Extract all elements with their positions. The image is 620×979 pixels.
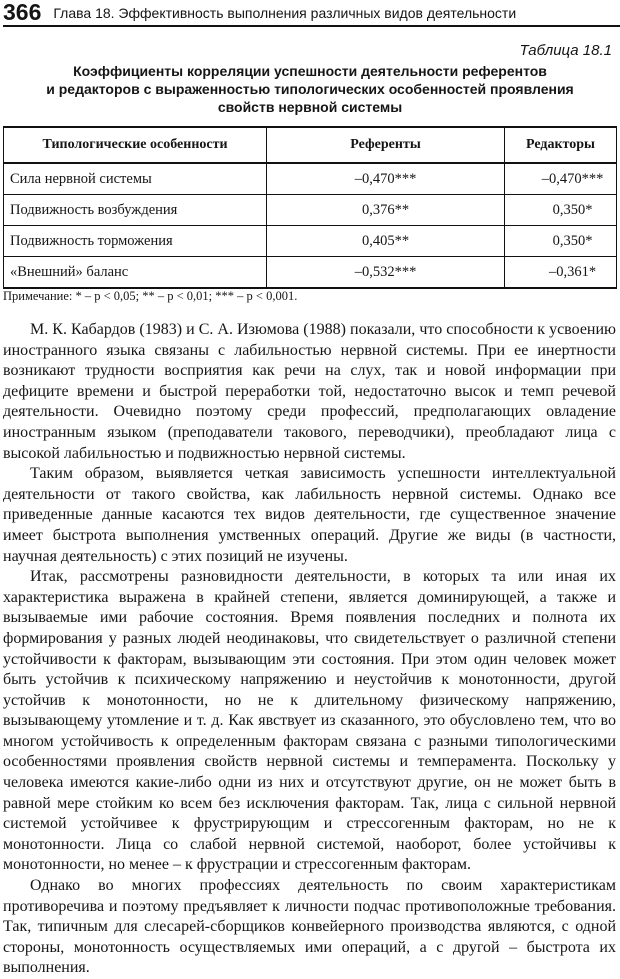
paragraph: М. К. Кабардов (1983) и С. А. Изюмова (1988) показали, что способности к усвоению иностранного языка связаны с лабильностью нервной системы. При ее инертности возникают трудности восприятия как речи на слух, так и новой информации при дефиците времени и быстрой переработки той, недостаточно высок и темп речевой деятельности. Очевидно поэтому среди профессий, предполагающих овладение иностранным языком (преподаватели такового, переводчики), преобладают лица с высокой лабильностью и подвижностью нервной системы. [3,321,616,462]
table-row [4,257,617,289]
editors-value: 0,350* [505,195,617,226]
table-title-line: и редакторов с выраженностью типологических особенностей проявления [46,81,574,97]
table-title-line: свойств нервной системы [217,99,403,115]
paragraph: Итак, рассмотрены разновидности деятельности, в которых та или иная их характеристика выражена в крайней степени, является доминирующей, а также и вызываемые ими рабочие состояния. Время появления последних и полнота их формирования у разных людей неодинаковы, что свидетельствует о различной степени устойчивости к факторам, вызывающим эти состояния. При этом один человек может быть устойчив к психическому напряжению и неустойчив к монотонности, другой устойчив к монотонности, но не к длительному физическому напряжению, вызывающему утомление и т. д. Как явствует из сказанного, это обусловлено тем, что во многом устойчивость к определенным факторам связана с разными типологическими особенностями проявления свойств нервной системы и темперамента. Поскольку у человека имеются какие-либо одни из них и отсутствуют другие, он не может быть в равной мере стойким ко всем без исключения факторам. Так, лица с сильной нервной системой устойчивее к фрустрирующим и стрессогенным факторам, но не к монотонности. Лица со слабой нервной системой, наоборот, более устойчивы к монотонности, но менее – к фрустрации и стрессогенным факторам. [3,568,616,874]
row-feature: Подвижность торможения [4,226,267,257]
referents-value: –0,470*** [267,163,505,195]
paragraph: Таким образом, выявляется четкая зависимость успешности интеллектуальной деятельности от такого свойства, как лабильность нервной системы. Однако все приведенные данные касаются тех видов деятельности, где существенное значение имеет быстрота выполнения умственных операций. Другие же виды (в частности, научная деятельность) с этих позиций не изучены. [3,465,616,565]
chapter-title: Глава 18. Эффективность выполнения различных видов деятельности [53,5,517,21]
editors-value: –0,361* [505,257,617,289]
row-feature: Сила нервной системы [4,163,267,195]
table-row [4,195,617,226]
table-title [0,62,620,116]
table-row [4,226,617,257]
table-header [4,127,617,163]
page-number: 366 [3,0,42,25]
paragraph: Однако во многих профессиях деятельность по своим характеристикам противоречива и поэтому предъявляет к личности подчас противоположные требования. Так, типичным для слесарей-сборщиков конвейерного производства являются, с одной стороны, монотонность осуществляемых ими операций, а с другой – быстрота их выполнения. [3,877,616,977]
column-header-editors: Редакторы [505,127,617,163]
table-title-line: Коэффициенты корреляции успешности деятельности референтов [73,63,547,79]
editors-value: 0,350* [505,226,617,257]
body-text [3,320,616,979]
editors-value: –0,470*** [505,163,617,195]
correlation-table [3,126,617,289]
table-label: Таблица 18.1 [519,42,612,59]
table-header-row [4,127,617,163]
table-row [4,163,617,195]
running-header [3,0,620,27]
table-note: Примечание: * – p < 0,05; ** – p < 0,01; *** – p < 0,001. [3,289,298,303]
row-feature: Подвижность возбуждения [4,195,267,226]
column-header-features: Типологические особенности [4,127,267,163]
table-body [4,163,617,288]
row-feature: «Внешний» баланс [4,257,267,289]
referents-value: –0,532*** [267,257,505,289]
referents-value: 0,405** [267,226,505,257]
column-header-referents: Референты [267,127,505,163]
referents-value: 0,376** [267,195,505,226]
